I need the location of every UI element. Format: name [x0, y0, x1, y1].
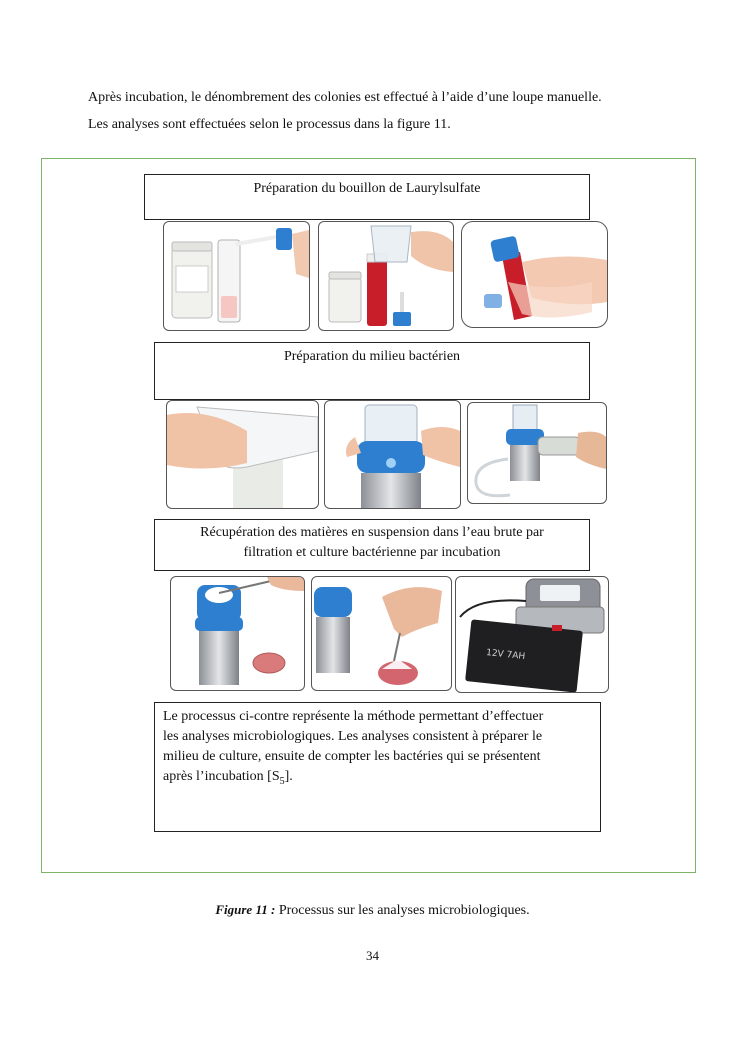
- photo-pouring-broth: [318, 221, 454, 331]
- summary-line-1: Le processus ci-contre représente la méthode permettant d’effectuer: [163, 709, 544, 724]
- summary-line-3: milieu de culture, ensuite de compter les bactéries qui se présentent: [163, 749, 541, 764]
- photo-petri-dish: [311, 576, 452, 691]
- figure-caption: [0, 902, 745, 919]
- photo-shaking-tube: [461, 221, 608, 328]
- summary-box: [154, 702, 601, 832]
- step-2-title: Préparation du milieu bactérien: [283, 349, 461, 364]
- photo-incubator-battery: [455, 576, 609, 693]
- photo-broth-powder-jar: [163, 221, 310, 331]
- step-3-box: [154, 519, 590, 571]
- figure-caption-text: Processus sur les analyses microbiologiques.: [275, 903, 530, 918]
- page-number: 34: [366, 948, 379, 963]
- photo-pressing-lid: [166, 400, 319, 509]
- photo-funnel-assembly: [324, 400, 461, 509]
- step-3-title-line-1: Récupération des matières en suspension dans l’eau brute par: [200, 525, 544, 540]
- step-1-box: [144, 174, 590, 220]
- figure-label: Figure 11 :: [215, 902, 276, 917]
- battery-label: 12V 7AH: [485, 648, 526, 663]
- summary-subscript: 5: [279, 775, 285, 787]
- step-1-title: Préparation du bouillon de Laurylsulfate: [253, 181, 481, 196]
- step-3-title-line-2: filtration et culture bactérienne par incubation: [243, 545, 501, 560]
- intro-line-2: Les analyses sont effectuées selon le processus dans la figure 11.: [88, 117, 451, 132]
- step-2-box: [154, 342, 590, 400]
- intro-line-1: Après incubation, le dénombrement des colonies est effectué à l’aide d’une loupe manuelle.: [88, 90, 602, 105]
- photo-vacuum-pump: [467, 402, 607, 504]
- summary-line-4: après l’incubation $[S_5]$.: [163, 769, 293, 787]
- summary-line-2: les analyses microbiologiques. Les analyses consistent à préparer le: [163, 729, 543, 744]
- photo-membrane-removal: [170, 576, 305, 691]
